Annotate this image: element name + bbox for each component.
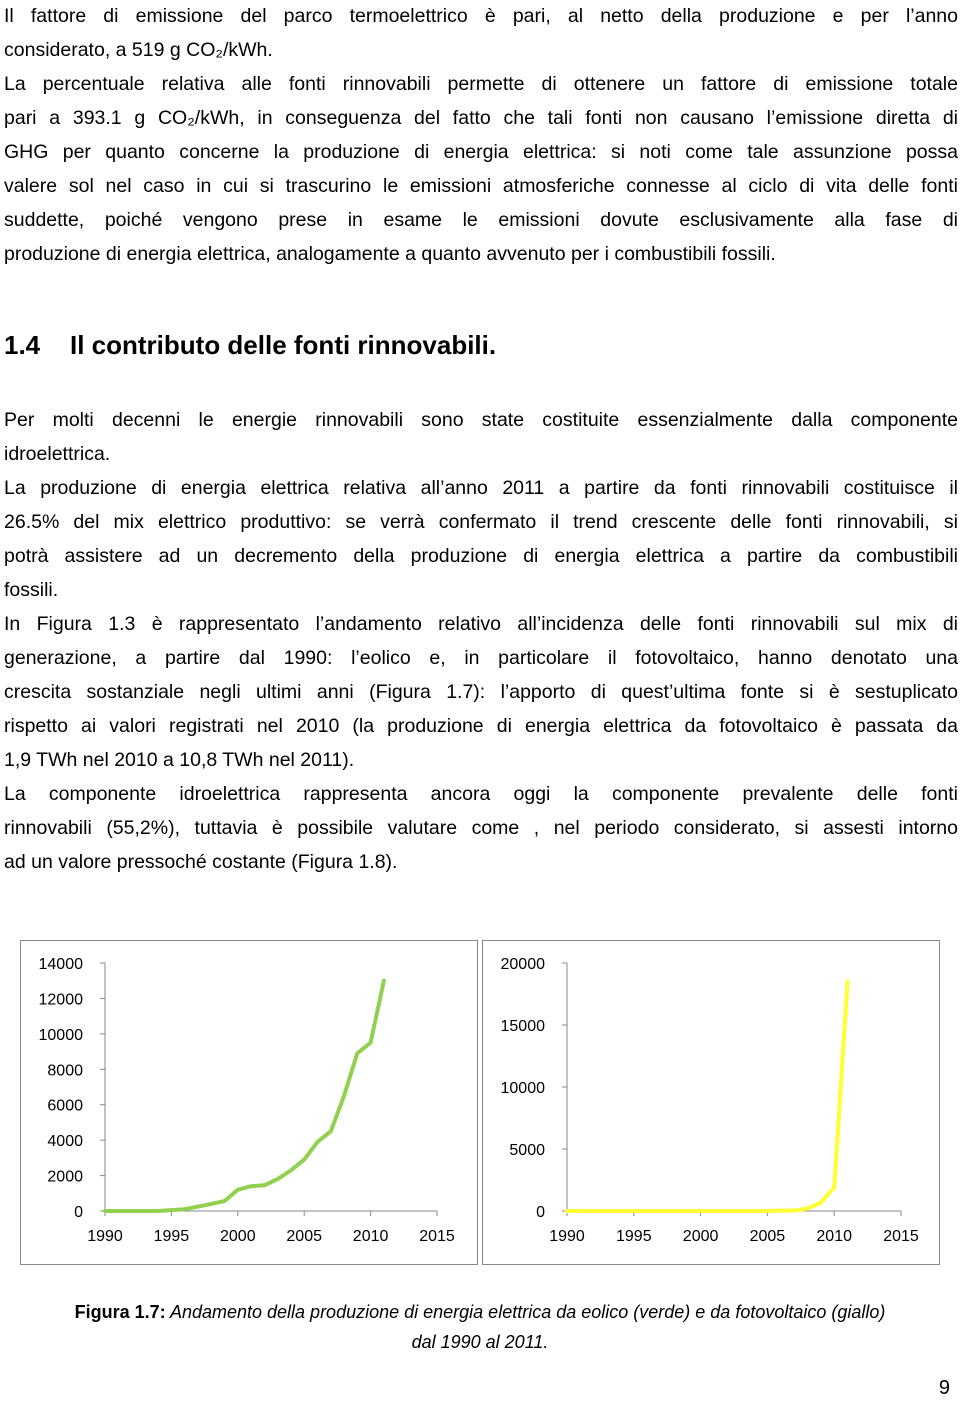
y-tick-label: 6000: [47, 1097, 83, 1115]
text-line: potrà assistere ad un decremento della produzione di energia elettrica a partire da combustibili: [4, 545, 958, 567]
text-line: La produzione di energia elettrica relativa all’anno 2011 a partire da fonti rinnovabili costituisce il: [4, 477, 958, 499]
text-line: Per molti decenni le energie rinnovabili sono state costituite essenzialmente dalla componente: [4, 409, 958, 431]
x-tick-label: 2005: [286, 1228, 322, 1245]
series-line: [105, 981, 384, 1211]
caption-label: Figura 1.7:: [74, 1302, 166, 1322]
text-line: pari a 393.1 g CO₂/kWh, in conseguenza del fatto che tali fonti non causano l’emissione diretta di: [4, 107, 958, 129]
solar-production-chart: [482, 940, 940, 1265]
x-tick-label: 2000: [682, 1228, 719, 1245]
x-tick-label: 2000: [220, 1228, 256, 1245]
axes: [567, 963, 901, 1211]
section-title: Il contributo delle fonti rinnovabili.: [70, 330, 497, 360]
text-line: crescita sostanziale negli ultimi anni (Figura 1.7): l’apporto di quest’ultima fonte si è sestuplicato: [4, 681, 958, 703]
x-tick-label: 2015: [883, 1228, 919, 1245]
text-line: 1,9 TWh nel 2010 a 10,8 TWh nel 2011).: [4, 749, 355, 771]
y-tick-label: 0: [536, 1204, 545, 1221]
text-line: idroelettrica.: [4, 443, 111, 465]
text-line: rispetto ai valori registrati nel 2010 (la produzione di energia elettrica da fotovoltaico è passata da: [4, 715, 958, 737]
series-line: [567, 982, 848, 1211]
wind-production-chart: [20, 940, 478, 1265]
text-line: Il fattore di emissione del parco termoelettrico è pari, al netto della produzione e per l’anno: [4, 5, 958, 27]
solar-chart-svg: [483, 941, 939, 1264]
y-tick-label: 15000: [500, 1018, 545, 1035]
y-tick-label: 10000: [500, 1080, 545, 1097]
x-tick-label: 1995: [616, 1228, 652, 1245]
text-line: considerato, a 519 g CO₂/kWh.: [4, 39, 273, 61]
y-tick-label: 8000: [47, 1062, 83, 1080]
y-tick-label: 12000: [38, 991, 83, 1009]
section-number: 1.4: [4, 330, 41, 360]
section-heading: [4, 330, 496, 361]
text-line: rinnovabili (55,2%), tuttavia è possibile valutare come , nel periodo considerato, si assesti intorno: [4, 817, 958, 839]
wind-chart-svg: [21, 941, 477, 1264]
axes: [105, 963, 437, 1211]
caption-text: Andamento della produzione di energia elettrica da eolico (verde) e da fotovoltaico (giallo): [165, 1302, 886, 1322]
text-line: In Figura 1.3 è rappresentato l’andamento relativo all’incidenza delle fonti rinnovabili sul mix di: [4, 613, 958, 635]
text-line: fossili.: [4, 579, 59, 601]
caption-text-2: dal 1990 al 2011.: [411, 1332, 549, 1352]
text-line: produzione di energia elettrica, analogamente a quanto avvenuto per i combustibili fossili.: [4, 243, 776, 265]
x-tick-label: 2010: [352, 1228, 389, 1245]
y-tick-label: 10000: [38, 1026, 83, 1044]
y-tick-label: 4000: [47, 1133, 83, 1151]
y-tick-label: 0: [74, 1204, 83, 1221]
text-line: valere sol nel caso in cui si trascurino le emissioni atmosferiche connesse al ciclo di vita delle fonti: [4, 175, 958, 197]
x-tick-label: 1990: [549, 1228, 585, 1245]
figure-caption: [0, 1297, 960, 1327]
text-line: 26.5% del mix elettrico produttivo: se verrà confermato il trend crescente delle fonti rinnovabili, si: [4, 511, 958, 533]
y-tick-label: 20000: [500, 956, 545, 973]
text-line: GHG per quanto concerne la produzione di energia elettrica: si noti come tale assunzione possa: [4, 141, 958, 163]
text-line: suddette, poiché vengono prese in esame le emissioni dovute esclusivamente alla fase di: [4, 209, 958, 231]
x-tick-label: 1990: [87, 1228, 123, 1245]
y-tick-label: 14000: [38, 956, 83, 973]
x-tick-label: 2015: [419, 1228, 455, 1245]
page-number: 9: [938, 1377, 950, 1399]
text-line: ad un valore pressoché costante (Figura 1.8).: [4, 851, 398, 873]
text-line: generazione, a partire dal 1990: l’eolico e, in particolare il fotovoltaico, hanno denotato una: [4, 647, 958, 669]
x-tick-label: 2010: [816, 1228, 852, 1245]
text-line: La componente idroelettrica rappresenta ancora oggi la componente prevalente delle fonti: [4, 783, 958, 805]
x-tick-label: 1995: [153, 1228, 190, 1245]
x-tick-label: 2005: [749, 1228, 786, 1245]
y-tick-label: 5000: [509, 1142, 545, 1159]
figure-caption-line2: [0, 1327, 960, 1357]
y-tick-label: 2000: [47, 1168, 83, 1186]
text-line: La percentuale relativa alle fonti rinnovabili permette di ottenere un fattore di emissione totale: [4, 73, 958, 95]
